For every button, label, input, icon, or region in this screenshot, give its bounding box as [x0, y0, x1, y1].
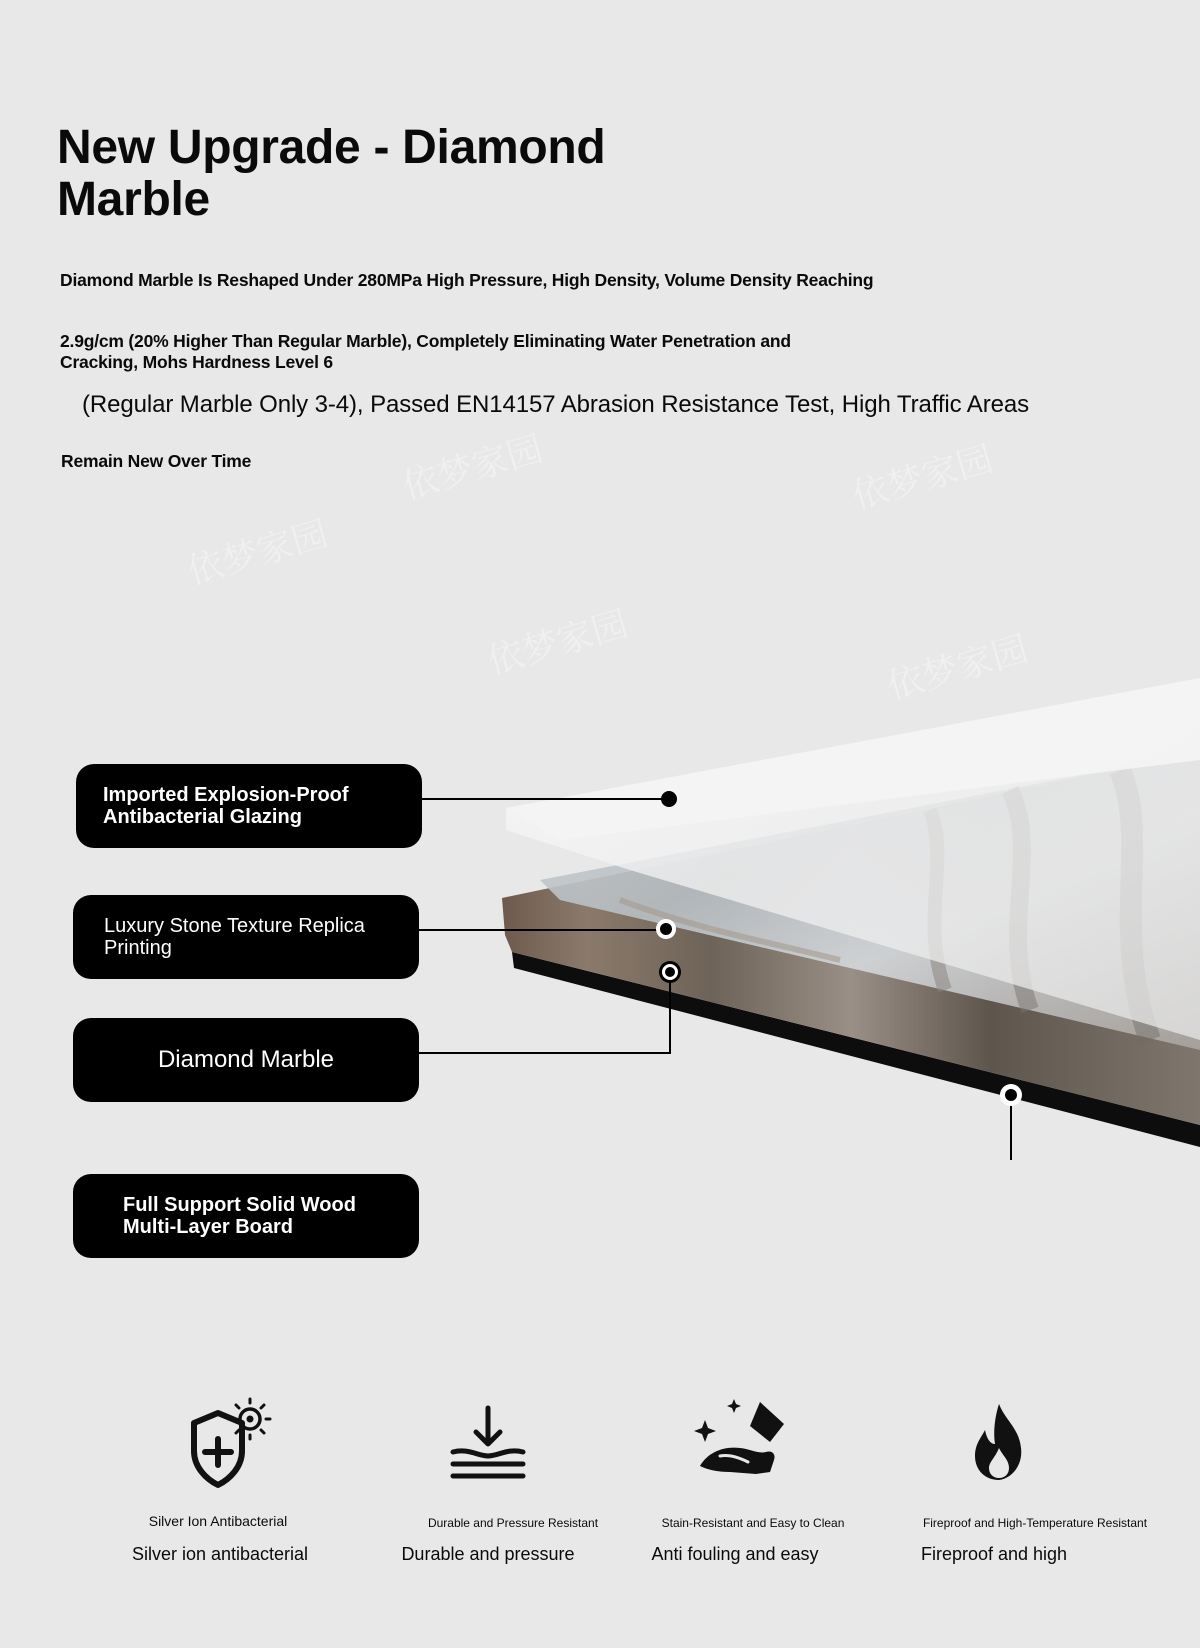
- description-line-2: 2.9g/cm (20% Higher Than Regular Marble), Completely Eliminating Water Penetration and Cracking, Mohs Hardness Level 6: [60, 331, 791, 372]
- description-line-4: Remain New Over Time: [61, 451, 252, 471]
- layer-marker: [660, 923, 672, 935]
- watermark: 依梦家园: [882, 628, 1033, 708]
- description-line-3: (Regular Marble Only 3-4), Passed EN14157 Abrasion Resistance Test, High Traffic Areas: [82, 391, 1029, 418]
- layer-marker: [1005, 1089, 1017, 1101]
- callout-label: Luxury Stone Texture Replica Printing: [104, 915, 365, 959]
- feature-title: Stain-Resistant and Easy to Clean: [661, 1516, 845, 1530]
- feature-title: Durable and Pressure Resistant: [427, 1516, 599, 1530]
- callout-label: Imported Explosion-Proof Antibacterial Glazing: [103, 784, 349, 828]
- feature-subtitle: Fireproof and high: [920, 1544, 1068, 1564]
- feature-title: Silver Ion Antibacterial: [148, 1513, 288, 1529]
- description-line-1: Diamond Marble Is Reshaped Under 280MPa High Pressure, High Density, Volume Density Reaching: [60, 270, 874, 290]
- feature-subtitle: Anti fouling and easy: [651, 1544, 819, 1564]
- callout-glazing: [76, 764, 422, 848]
- watermark: 依梦家园: [397, 428, 548, 508]
- layer-marker: [661, 791, 677, 807]
- watermark: 依梦家园: [482, 603, 633, 683]
- feature-title: Fireproof and High-Temperature Resistant: [922, 1516, 1148, 1530]
- callout-wood-board: [73, 1174, 419, 1258]
- connector-line: [418, 1096, 1011, 1160]
- callout-label: Full Support Solid Wood Multi-Layer Board: [123, 1194, 356, 1238]
- layer-marker: [665, 967, 675, 977]
- watermark: 依梦家园: [847, 438, 998, 518]
- shield-plus-icon: [176, 1395, 286, 1495]
- callout-diamond-marble: [73, 1018, 419, 1102]
- pressure-arrow-icon: [433, 1398, 543, 1498]
- flame-icon: [945, 1398, 1055, 1498]
- watermark: 依梦家园: [182, 513, 333, 593]
- cleaning-hand-icon: [690, 1394, 800, 1494]
- feature-subtitle: Durable and pressure: [401, 1544, 575, 1564]
- feature-subtitle: Silver ion antibacterial: [131, 1544, 309, 1564]
- page-title: New Upgrade - Diamond Marble: [57, 121, 606, 226]
- callout-printing: [73, 895, 419, 979]
- callout-label: Diamond Marble: [157, 1046, 335, 1073]
